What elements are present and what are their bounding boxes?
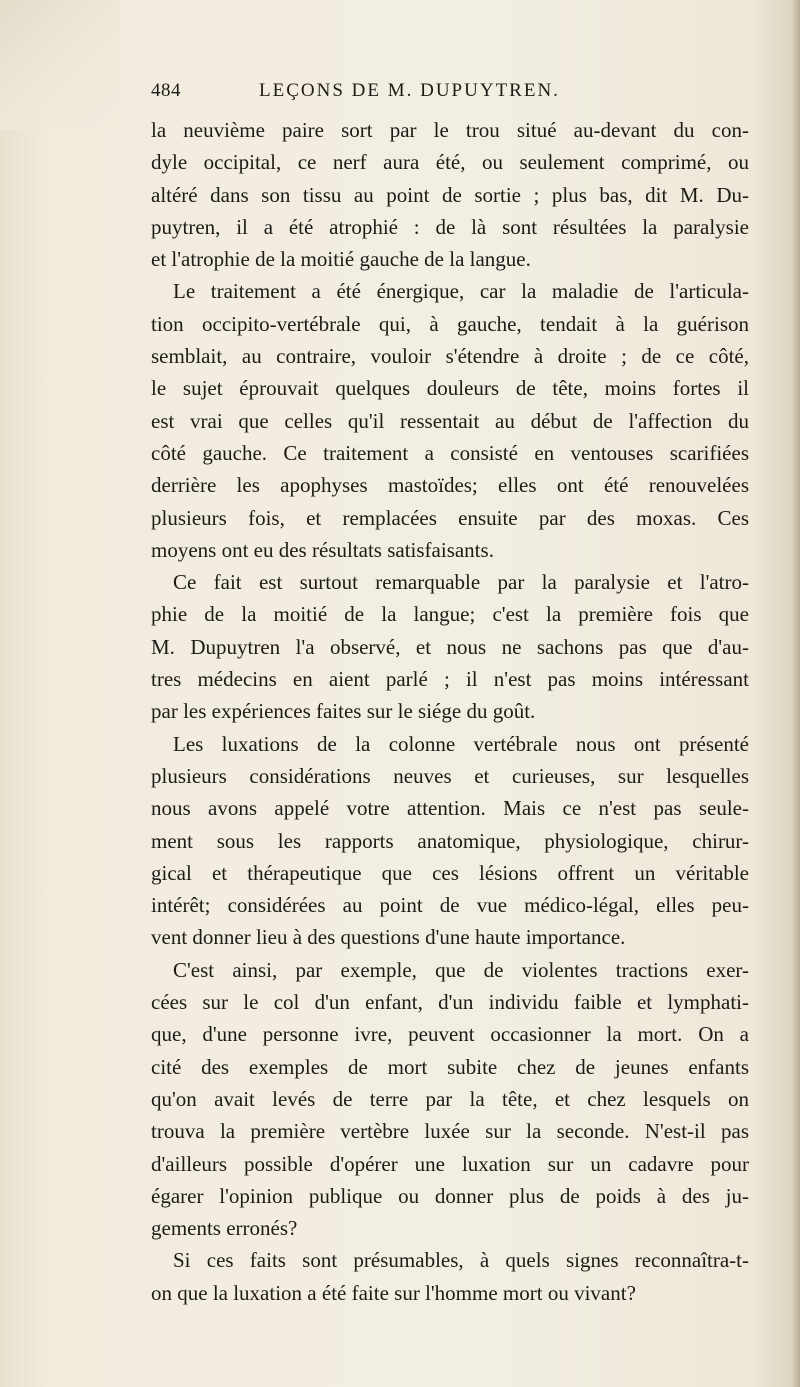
text-line: moyens ont eu des résultats satisfaisants. bbox=[151, 537, 494, 562]
text-line: le sujet éprouvait quelques douleurs de tête, moins fortes il bbox=[151, 376, 749, 401]
text-line: phie de la moitié de la langue; c'est la première fois que bbox=[151, 602, 749, 627]
text-line: vent donner lieu à des questions d'une haute importance. bbox=[151, 925, 626, 950]
text-line: Si ces faits sont présumables, à quels signes reconnaîtra-t- bbox=[173, 1248, 749, 1273]
text-line: par les expériences faites sur le siége du goût. bbox=[151, 699, 536, 724]
page-fold-shading bbox=[0, 0, 120, 130]
body-text bbox=[151, 114, 749, 1309]
text-line: côté gauche. Ce traitement a consisté en ventouses scarifiées bbox=[151, 440, 749, 465]
text-line: dyle occipital, ce nerf aura été, ou seulement comprimé, ou bbox=[151, 150, 749, 175]
text-line: intérêt; considérées au point de vue médico-légal, elles peu- bbox=[151, 893, 749, 918]
text-line: altéré dans son tissu au point de sortie ; plus bas, dit M. Du- bbox=[151, 182, 749, 207]
text-line: égarer l'opinion publique ou donner plus de poids à des ju- bbox=[151, 1183, 749, 1208]
text-line: nous avons appelé votre attention. Mais ce n'est pas seule- bbox=[151, 796, 749, 821]
text-line: trouva la première vertèbre luxée sur la seconde. N'est-il pas bbox=[151, 1119, 749, 1144]
page-edge-shadow bbox=[792, 0, 800, 1387]
text-line: cées sur le col d'un enfant, d'un individu faible et lymphati- bbox=[151, 990, 749, 1015]
page-number: 484 bbox=[151, 80, 181, 101]
text-line: ment sous les rapports anatomique, physiologique, chirur- bbox=[151, 828, 749, 853]
text-line: M. Dupuytren l'a observé, et nous ne sachons pas que d'au- bbox=[151, 634, 749, 659]
text-line: plusieurs fois, et remplacées ensuite par des moxas. Ces bbox=[151, 505, 749, 530]
text-line: derrière les apophyses mastoïdes; elles ont été renouvelées bbox=[151, 473, 749, 498]
text-line: que, d'une personne ivre, peuvent occasionner la mort. On a bbox=[151, 1022, 749, 1047]
text-line: et l'atrophie de la moitié gauche de la langue. bbox=[151, 247, 531, 272]
text-line: est vrai que celles qu'il ressentait au début de l'affection du bbox=[151, 408, 749, 433]
text-line: Le traitement a été énergique, car la maladie de l'articula- bbox=[173, 279, 749, 304]
text-line: C'est ainsi, par exemple, que de violentes tractions exer- bbox=[173, 957, 749, 982]
text-line: tion occipito-vertébrale qui, à gauche, tendait à la guérison bbox=[151, 311, 749, 336]
text-line: Ce fait est surtout remarquable par la paralysie et l'atro- bbox=[173, 570, 749, 595]
text-line: gical et thérapeutique que ces lésions offrent un véritable bbox=[151, 860, 749, 885]
text-line: cité des exemples de mort subite chez de jeunes enfants bbox=[151, 1054, 749, 1079]
text-line: Les luxations de la colonne vertébrale nous ont présenté bbox=[173, 731, 749, 756]
text-line: semblait, au contraire, vouloir s'étendre à droite ; de ce côté, bbox=[151, 344, 749, 369]
text-line: qu'on avait levés de terre par la tête, et chez lesquels on bbox=[151, 1086, 749, 1111]
text-line: plusieurs considérations neuves et curieuses, sur lesquelles bbox=[151, 763, 749, 788]
text-line: puytren, il a été atrophié : de là sont résultées la paralysie bbox=[151, 214, 749, 239]
text-line: on que la luxation a été faite sur l'homme mort ou vivant? bbox=[151, 1280, 636, 1305]
text-line: la neuvième paire sort par le trou situé au-devant du con- bbox=[151, 118, 749, 142]
text-line: tres médecins en aient parlé ; il n'est pas moins intéressant bbox=[151, 667, 749, 692]
text-line: d'ailleurs possible d'opérer une luxation sur un cadavre pour bbox=[151, 1151, 749, 1176]
running-title: LEÇONS DE M. DUPUYTREN. bbox=[259, 80, 560, 101]
running-head bbox=[151, 80, 751, 106]
text-line: gements erronés? bbox=[151, 1216, 298, 1241]
